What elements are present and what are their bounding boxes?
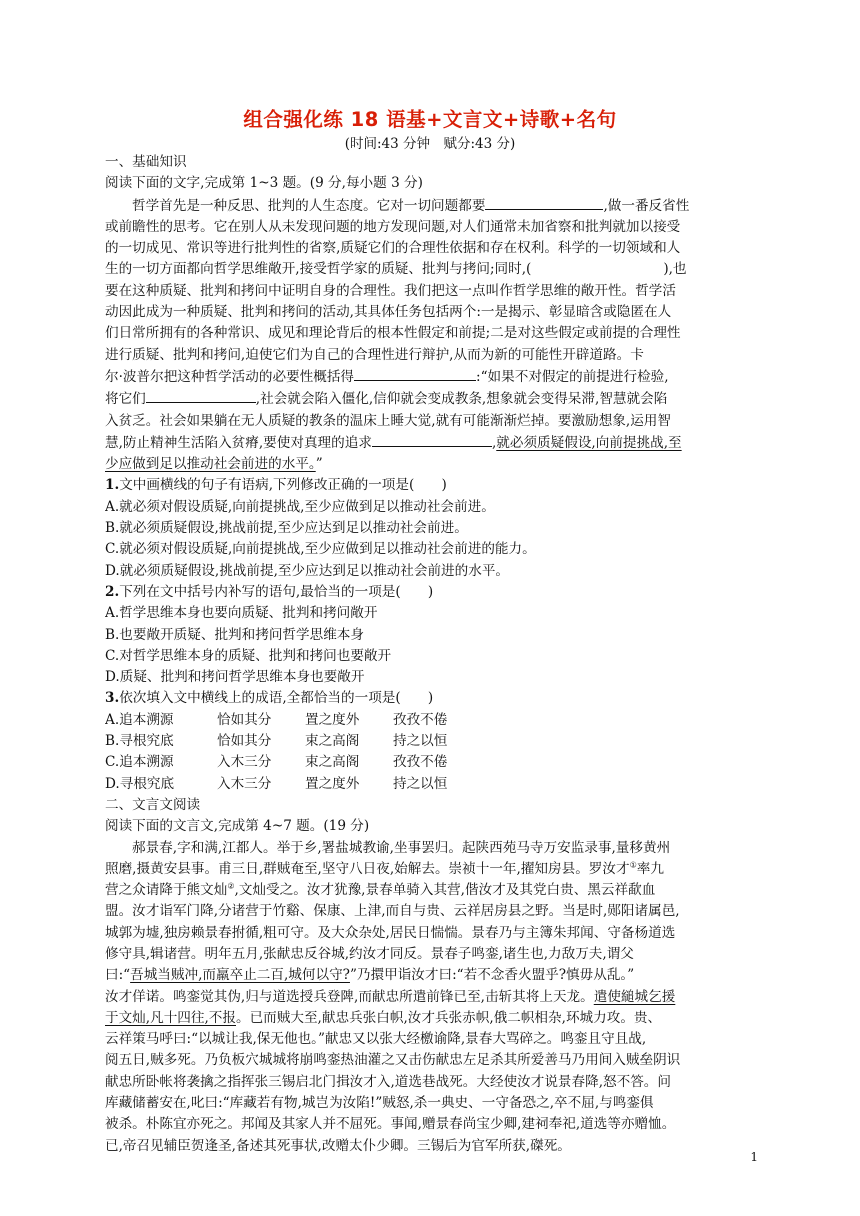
passage-line: 盟。汝才诣军门降,分诸营于竹谿、保康、上津,而自与贵、云祥居房县之野。当是时,郧阳诸属邑, [105,903,680,920]
page-number: 1 [750,1150,758,1164]
passage-line: 将它们 ,社会就会陷入僵化,信仰就会变成教条,想象就会变得呆滞,智慧就会陷 [105,388,753,410]
underlined-sentence: 于文灿,凡十四往,不报 [105,1009,236,1026]
passage-line: 慧,防止精神生活陷入贫瘠,要使对真理的追求 ,就必须质疑假设,向前提挑战,至 [105,432,753,454]
passage-philosophy [105,195,753,476]
question-3 [105,688,753,794]
passage-line: 修守具,辑诸营。明年五月,张献忠反谷城,约汝才同反。景春子鸣銮,诸生也,力敌万夫,谓父 [105,945,634,962]
passage-line: 的一切成见、常识等进行批判性的省察,质疑它们的合理性依据和存在权利。科学的一切领域和人 [105,240,681,257]
passage-line: 入贫乏。社会如果躺在无人质疑的教条的温床上睡大觉,就有可能渐渐烂掉。要激励想象,运用智 [105,412,671,429]
passage-line: 于文灿,凡十四往,不报。已而贼大至,献忠兵张白帜,汝才兵张赤帜,俄二帜相杂,环城力攻。贵、 [105,1009,662,1026]
passage-line: 动因此成为一种质疑、批判和拷问的活动,其具体任务包括两个:一是揭示、彰显暗含或隐匿在人 [105,304,672,321]
passage-line: 被杀。朴陈宜亦死之。邦闻及其家人并不屈死。事闻,赠景春尚宝少卿,建祠奉祀,道选等亦赠恤。 [105,1116,676,1133]
answer-option[interactable]: C.对哲学思维本身的质疑、批判和拷问也要敞开 [105,647,392,664]
passage-line: 已,帝召见辅臣贺逢圣,备述其死事状,改赠太仆少卿。三锡后为官军所获,磔死。 [105,1137,571,1154]
passage-line: 进行质疑、批判和拷问,迫使它们为自己的合理性进行辩护,从而为新的可能性开辟道路。卡 [105,346,644,363]
passage-line: 营之众请降于熊文灿②,文灿受之。汝才犹豫,景春单骑入其营,偕汝才及其党白贵、黑云祥歃血 [105,881,656,899]
passage-line: 城郭为墟,独房赖景春拊循,粗可守。及大众杂处,居民日惴惴。景春乃与主簿朱邦闻、守备杨道选 [105,924,676,941]
passage-line: 郝景春,字和满,江都人。举于乡,署盐城教谕,坐事罢归。起陕西苑马寺万安监录事,量移黄州 [132,839,671,856]
passage-classical [105,838,753,1157]
answer-option[interactable]: B.也要敞开质疑、批判和拷问哲学思维本身 [105,626,364,643]
section-instruction: 阅读下面的文言文,完成第 4~7 题。(19 分) [105,818,370,835]
answer-option[interactable]: D.寻根究底 入木三分 置之度外 持之以恒 [105,775,448,792]
passage-line: 或前瞻性的思考。它在别人从未发现问题的地方发现问题,对人们通常未加省察和批判就加以接受 [105,218,681,235]
answer-option[interactable]: C.追本溯源 入木三分 束之高阁 孜孜不倦 [105,754,448,771]
fill-blank[interactable] [146,388,256,403]
footnote-marker[interactable]: ① [629,860,637,870]
document-content [105,152,753,1157]
question-stem: 1.文中画横线的句子有语病,下列修改正确的一项是( ) [105,477,447,494]
answer-option[interactable]: A.就必须对假设质疑,向前提挑战,至少应做到足以推动社会前进。 [105,498,495,515]
answer-option[interactable]: B.寻根究底 恰如其分 束之高阁 持之以恒 [105,733,448,750]
underlined-sentence: 就必须质疑假设,向前提挑战,至 [496,434,682,451]
fill-blank[interactable] [485,195,603,210]
section-heading: 二、文言文阅读 [105,796,201,813]
passage-line: 尔·波普尔把这种哲学活动的必要性概括得 :“如果不对假定的前提进行检验, [105,366,753,388]
underlined-sentence: 少应做到足以推动社会前进的水平。 [105,456,316,473]
passage-line: 库藏储蓄安在,叱曰:“库藏若有物,城岂为汝陷!”贼怒,杀一典史、一守备恐之,卒不屈,与鸣銮俱 [105,1095,654,1112]
answer-option[interactable]: D.就必须质疑假设,挑战前提,至少应达到足以推动社会前进的水平。 [105,562,510,579]
passage-line: 献忠所卧帐将袭擒之指挥张三锡启北门揖汝才入,道选巷战死。大经使汝才说景春降,怒不答。问 [105,1073,671,1090]
fill-blank[interactable] [372,432,492,447]
passage-line: 们日常所拥有的各种常识、成见和理论背后的根本性假定和前提;二是对这些假定或前提的合理性 [105,325,681,342]
question-stem: 3.依次填入文中横线上的成语,全都恰当的一项是( ) [105,690,434,707]
passage-line: 曰:“吾城当贼冲,而羸卒止二百,城何以守?”乃擐甲诣汝才曰:“若不念香火盟乎?慎毋从乱。” [105,967,635,984]
passage-line: 阅五日,贼多死。乃负板穴城城将崩鸣銮热油灌之又击伤献忠左足杀其所爱善马乃用间入贼垒阴识 [105,1052,681,1069]
answer-option[interactable]: C.就必须对假设质疑,向前提挑战,至少应做到足以推动社会前进的能力。 [105,541,536,558]
question-stem: 2.下列在文中括号内补写的语句,最恰当的一项是( ) [105,583,434,600]
question-1 [105,475,753,581]
section-instruction: 阅读下面的文字,完成第 1~3 题。(9 分,每小题 3 分) [105,175,423,192]
passage-line: 汝才佯诺。鸣銮觉其伪,归与道选授兵登陴,而献忠所遣前锋已至,击斩其将上天龙。遣使縋城乞援 [105,988,676,1005]
passage-line: 哲学首先是一种反思、批判的人生态度。它对一切问题都要 ,做一番反省性 [105,195,753,217]
fill-blank[interactable] [354,366,476,381]
passage-line: 照磨,摄黄安县事。甫三日,群贼奄至,坚守八日夜,始解去。崇祯十一年,擢知房县。罗汝才①率九 [105,860,664,877]
answer-option[interactable]: B.就必须质疑假设,挑战前提,至少应达到足以推动社会前进。 [105,520,468,537]
answer-option[interactable]: A.哲学思维本身也要向质疑、批判和拷问敞开 [105,605,378,622]
passage-line: 云祥策马呼曰:“以城让我,保无他也。”献忠又以张大经檄谕降,景春大骂碎之。鸣銮且守且战, [105,1031,647,1048]
page-subtitle: (时间:43 分钟 赋分:43 分) [344,136,516,152]
answer-option[interactable]: D.质疑、批判和拷问哲学思维本身也要敞开 [105,669,365,686]
passage-line: 生的一切方面都向哲学思维敞开,接受哲学家的质疑、批判与拷问;同时,( ),也 [105,261,687,278]
answer-option[interactable]: A.追本溯源 恰如其分 置之度外 孜孜不倦 [105,711,448,728]
page-title: 组合强化练 18 语基+文言文+诗歌+名句 [243,108,617,131]
passage-line: 少应做到足以推动社会前进的水平。” [105,456,323,473]
footnote-marker[interactable]: ② [227,881,235,891]
underlined-sentence: 吾城当贼冲,而羸卒止二百,城何以守? [130,967,350,984]
question-2 [105,582,753,688]
section-heading: 一、基础知识 [105,154,187,170]
passage-line: 要在这种质疑、批判和拷问中证明自身的合理性。我们把这一点叫作哲学思维的敞开性。哲学活 [105,282,676,299]
underlined-sentence: 遣使縋城乞援 [593,988,676,1005]
